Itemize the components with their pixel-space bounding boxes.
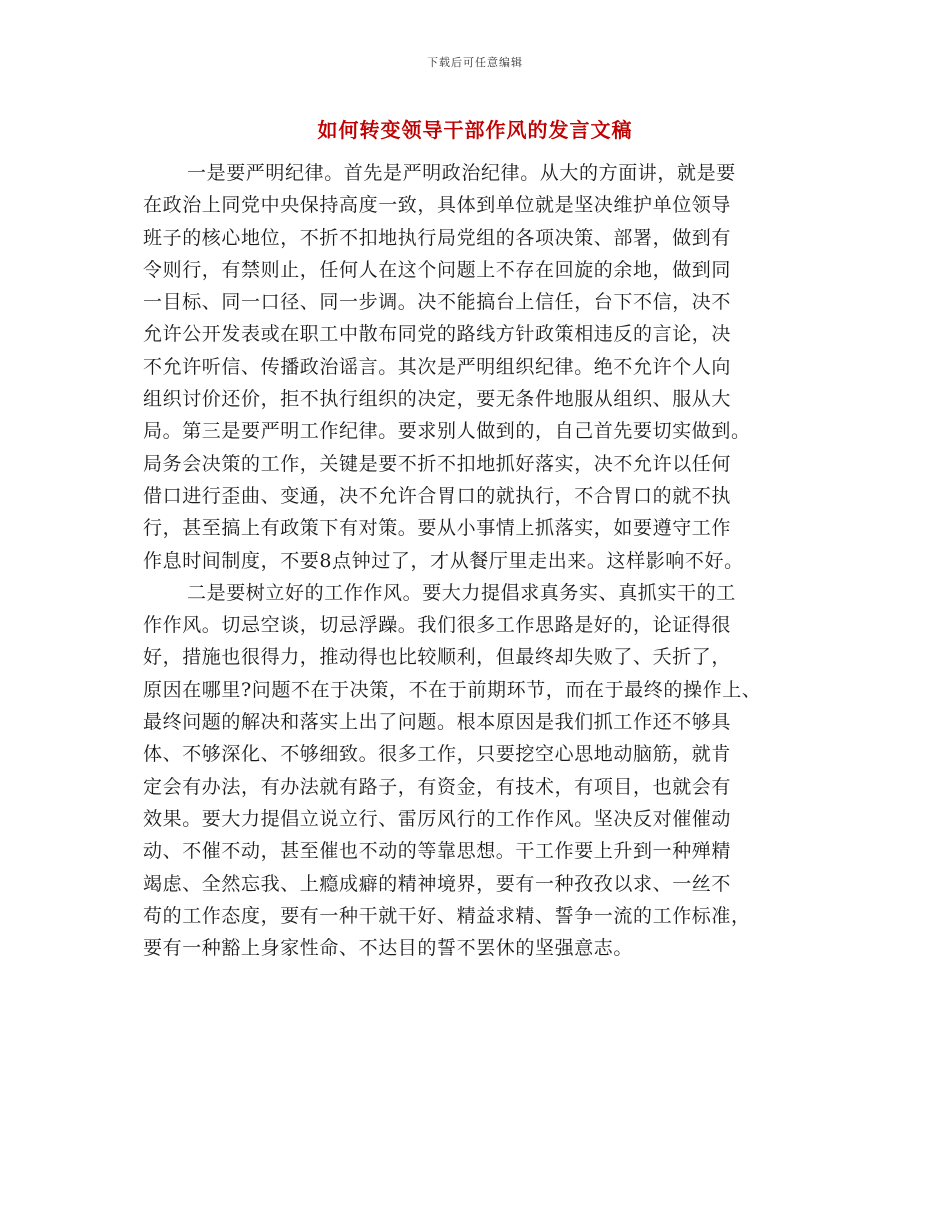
paragraph-line: 局务会决策的工作，关键是要不折不扣地抓好落实，决不允许以任何 (143, 452, 732, 475)
paragraph-line: 行，甚至搞上有政策下有对策。要从小事情上抓落实，如要遵守工作 (143, 517, 732, 540)
paragraph-line: 要有一种豁上身家性命、不达目的誓不罢休的坚强意志。 (143, 937, 634, 960)
page-header-note: 下载后可任意编辑 (427, 56, 523, 69)
paragraph-line: 班子的核心地位，不折不扣地执行局党组的各项决策、部署，做到有 (143, 226, 732, 249)
paragraph-line: 借口进行歪曲、变通，决不允许合胃口的就执行，不合胃口的就不执 (143, 484, 732, 507)
paragraph-line: 定会有办法，有办法就有路子，有资金，有技术，有项目，也就会有 (143, 775, 732, 798)
document-body (143, 157, 823, 964)
paragraph-line: 允许公开发表或在职工中散布同党的路线方针政策相违反的言论，决 (143, 323, 732, 346)
paragraph-line: 动、不催不动，甚至催也不动的等靠思想。干工作要上升到一种殚精 (143, 840, 732, 863)
paragraph-line: 局。第三是要严明工作纪律。要求别人做到的，自己首先要切实做到。 (143, 420, 751, 443)
paragraph-line: 苟的工作态度，要有一种干就干好、精益求精、誓争一流的工作标准， (143, 904, 751, 927)
paragraph-line: 二是要树立好的工作作风。要大力提倡求真务实、真抓实干的工 (187, 581, 736, 604)
paragraph-line: 组织讨价还价，拒不执行组织的决定，要无条件地服从组织、服从大 (143, 388, 732, 411)
document-title: 如何转变领导干部作风的发言文稿 (317, 118, 633, 142)
paragraph-line: 竭虑、全然忘我、上瘾成癖的精神境界，要有一种孜孜以求、一丝不 (143, 872, 732, 895)
paragraph-line: 好，措施也很得力，推动得也比较顺利，但最终却失败了、夭折了， (143, 646, 732, 669)
paragraph-line: 不允许听信、传播政治谣言。其次是严明组织纪律。绝不允许个人向 (143, 355, 732, 378)
paragraph-line: 在政治上同党中央保持高度一致，具体到单位就是坚决维护单位领导 (143, 194, 732, 217)
paragraph-line: 效果。要大力提倡立说立行、雷厉风行的工作作风。坚决反对催催动 (143, 807, 732, 830)
paragraph-line: 最终问题的解决和落实上出了问题。根本原因是我们抓工作还不够具 (143, 711, 732, 734)
paragraph-line: 原因在哪里?问题不在于决策，不在于前期环节，而在于最终的操作上、 (143, 678, 762, 701)
paragraph-line: 一是要严明纪律。首先是严明政治纪律。从大的方面讲，就是要 (187, 162, 736, 184)
paragraph-line: 一目标、同一口径、同一步调。决不能搞台上信任，台下不信，决不 (143, 291, 732, 314)
paragraph-line: 作息时间制度，不要8点钟过了，才从餐厅里走出来。这样影响不好。 (143, 549, 744, 572)
paragraph-line: 体、不够深化、不够细致。很多工作，只要挖空心思地动脑筋，就肯 (143, 743, 732, 766)
paragraph-line: 作作风。切忌空谈，切忌浮躁。我们很多工作思路是好的，论证得很 (143, 614, 732, 637)
paragraph-line: 令则行，有禁则止，任何人在这个问题上不存在回旋的余地，做到同 (143, 258, 732, 281)
